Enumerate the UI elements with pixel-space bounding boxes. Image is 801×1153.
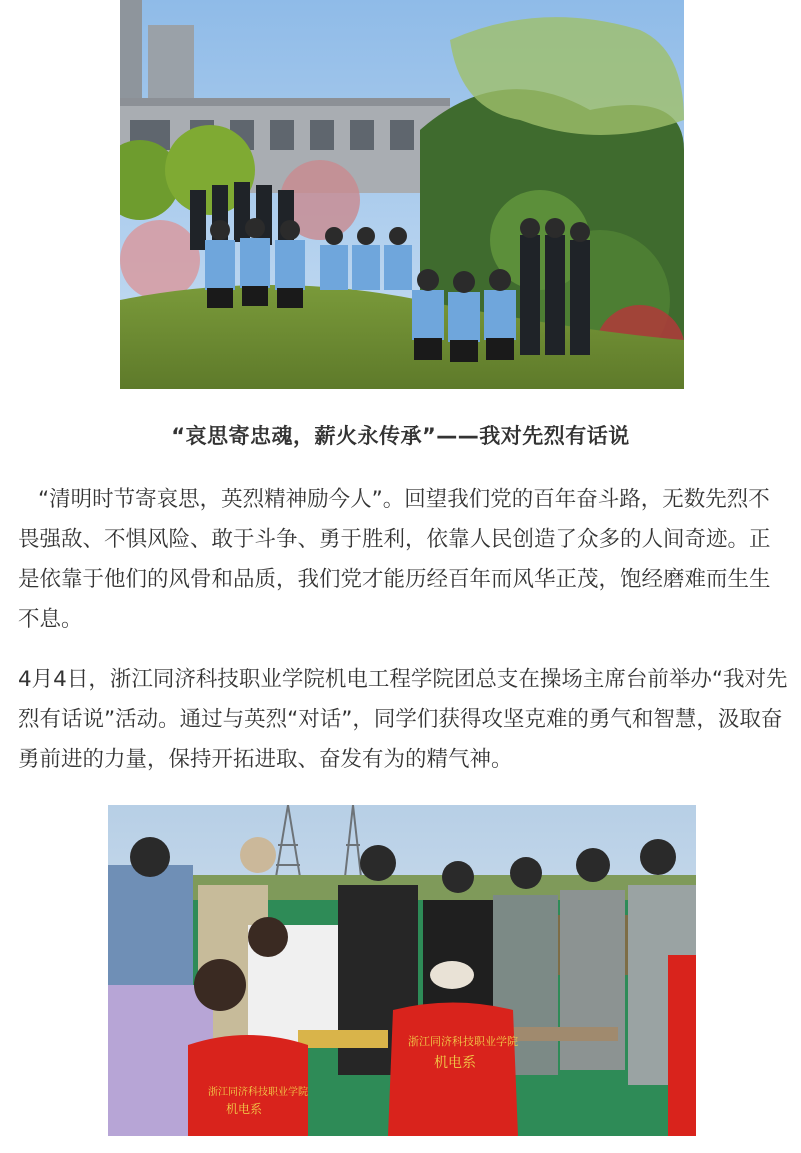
vest-text-right: 浙江同济科技职业学院 (408, 1035, 518, 1048)
vest-dept-left: 机电系 (226, 1102, 263, 1116)
group-photo (120, 0, 684, 389)
event-photo-image (108, 805, 696, 1136)
body-paragraph: “清明时节寄哀思，英烈精神励今人”。回望我们党的百年奋斗路，无数先烈不畏强敌、不惧风险、敢于斗争、勇于胜利，依靠人民创造了众多的人间奇迹。正是依靠于他们的风骨和品质，我们党才能历经百年而风华正茂，饱经磨难而生生不息。 (18, 487, 771, 632)
vest-text-left: 浙江同济科技职业学院 (208, 1087, 308, 1098)
body-paragraph: 4月4日，浙江同济科技职业学院机电工程学院团总支在操场主席台前举办“我对先烈有话说”活动。通过与英烈“对话”，同学们获得攻坚克难的勇气和智慧，汲取奋勇前进的力量，保持开拓进取、奋发有为的精气神。 (18, 667, 788, 772)
group-photo-image (120, 0, 684, 389)
event-photo (108, 805, 696, 1136)
vest-dept-right: 机电系 (434, 1055, 476, 1071)
photo-caption: “哀思寄忠魂，薪火永传承”——我对先烈有话说 (171, 424, 630, 448)
